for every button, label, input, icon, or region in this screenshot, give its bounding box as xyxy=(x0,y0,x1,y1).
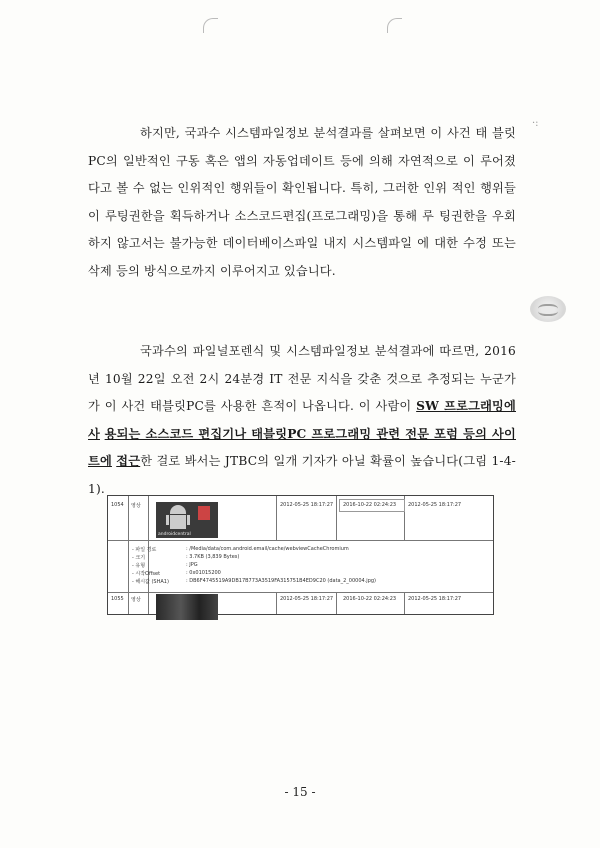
row-type: 영상 xyxy=(131,503,141,509)
table-divider xyxy=(108,540,493,541)
p2-line: 이 사건 태블릿PC를 사용한 흔적이 나옵니다. 이 사람이 xyxy=(104,399,417,414)
seal-stamp xyxy=(530,296,566,322)
punch-hole-mark xyxy=(203,18,218,33)
p1-line: 에 대한 수정 또는 삭제 등의 방식으로까지 이루어지고 있습니다. xyxy=(88,236,516,278)
p2-underlined-text: 접근 xyxy=(116,454,141,469)
table-divider xyxy=(108,592,493,593)
p2-line: 년 10월 22일 오전 2시 24분경 IT 전문 지식을 갖춘 것으로 추정되는 누군가가 xyxy=(88,371,516,414)
p1-line: 팅권한을 우회하지 않고서는 불가능한 데이터베이스파일 내지 시스템파일 xyxy=(88,208,516,251)
table-divider xyxy=(128,496,129,614)
p2-underlined-text: 용되는 소스코드 편집기나 태블릿PC 프로그래밍 관련 전문 포럼 등의 사이트에 xyxy=(88,426,516,469)
created-date: 2012-05-25 18:17:27 xyxy=(280,596,334,602)
table-divider xyxy=(336,592,337,614)
paragraph-1 xyxy=(88,120,516,286)
thumbnail-caption: androidcentral xyxy=(158,532,191,537)
detail-label: - 파일 경로 xyxy=(132,547,157,553)
p1-line: 하지만, 국과수 시스템파일정보 분석결과를 살펴보면 이 사건 태 xyxy=(140,126,488,140)
modified-date: 2012-05-25 18:17:27 xyxy=(408,596,462,602)
created-date: 2012-05-25 18:17:27 xyxy=(280,502,334,508)
accessed-date: 2016-10-22 02:24:23 xyxy=(343,596,397,602)
p1-line: 적인 행위들이 루팅권한을 획득하거나 소스코드편집(프로그래밍)을 통해 루 xyxy=(88,181,516,223)
detail-value: : 0x01015200 xyxy=(186,570,221,576)
p1-line: 루어졌다고 볼 수 없는 인위적인 행위들이 확인됩니다. 특히, 그러한 인위 xyxy=(88,153,516,196)
row-id: 1055 xyxy=(111,596,124,602)
thumbnail-image xyxy=(156,594,218,620)
brand-mark-icon xyxy=(198,506,210,520)
forensic-screenshot xyxy=(107,495,494,615)
android-icon xyxy=(166,505,190,535)
paragraph-2 xyxy=(88,338,516,504)
detail-value: : 3.7KB (3,839 Bytes) xyxy=(186,554,240,560)
table-divider xyxy=(404,592,405,614)
thumbnail-image xyxy=(156,502,218,538)
table-divider xyxy=(276,592,277,614)
detail-label: - 해시값 (SHA1) xyxy=(132,579,169,585)
detail-value: : DB6F4745519A9DB17B773A3519FA315751B4ED9C20 (data_2_00004.jpg) xyxy=(186,578,376,584)
detail-value: : JPG xyxy=(186,562,198,568)
p2-line: 한 걸로 봐서는 JTBC의 일개 기자가 아닐 확률이 높습니다(그림 1-4-1). xyxy=(88,454,516,496)
detail-label: - 유형 xyxy=(132,563,146,569)
table-divider xyxy=(276,496,277,540)
page-number: - 15 - xyxy=(284,785,316,799)
modified-date: 2012-05-25 18:17:27 xyxy=(408,502,462,508)
detail-label: - 시작Offset xyxy=(132,571,161,577)
p2-line: 국과수의 파일널포렌식 및 시스템파일정보 분석결과에 따르면, 2016 xyxy=(140,344,516,358)
table-divider xyxy=(148,496,149,614)
p1-line: 블릿PC의 일반적인 구동 혹은 앱의 자동업데이트 등에 의해 자연적으로 이 xyxy=(88,126,516,168)
punch-hole-mark xyxy=(387,18,402,33)
row-id: 1054 xyxy=(111,502,124,508)
detail-value: : /Media/data/com.android.email/cache/webviewCacheChromium xyxy=(186,546,349,552)
p2-underlined-text: SW 프로그래밍에 사 xyxy=(88,399,516,441)
accessed-date: 2016-10-22 02:24:23 xyxy=(343,502,397,508)
table-divider xyxy=(336,496,337,540)
row-type: 영상 xyxy=(131,597,141,603)
detail-label: - 크기 xyxy=(132,555,146,561)
scan-speck: ·: xyxy=(532,118,539,129)
